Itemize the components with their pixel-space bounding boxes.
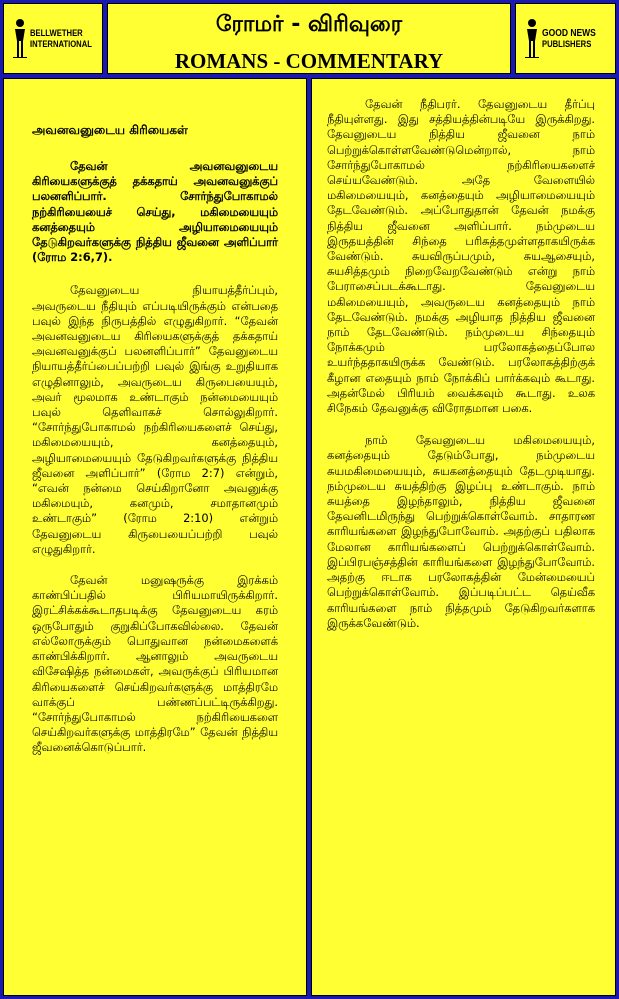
header-title-panel	[107, 3, 511, 74]
right-column	[311, 78, 616, 996]
page-title-tamil: ரோமர் - விரிவுரை	[215, 12, 403, 37]
section-heading: அவனவனுடைய கிரியைகள்	[32, 123, 188, 137]
good-news-logo-line1: GOOD NEWS	[542, 27, 596, 39]
bellwether-logo	[3, 3, 103, 74]
bellwether-figure-icon	[12, 18, 28, 58]
good-news-logo-line2: PUBLISHERS	[542, 38, 592, 49]
key-verse: தேவன் அவனவனுடைய கிரியைகளுக்குத் தக்கதாய் அவனவனுக்குப் பலனளிப்பார். சோர்ந்துபோகாமல் நற்கிரியையைச் செய்து, மகிமையையும் கனத்தையும் அழியாமையையும் தேடுகிறவர்களுக்கு நித்திய ஜீவனை அளிப்பார் (ரோம 2:6,7).	[32, 159, 278, 265]
left-column	[3, 78, 307, 996]
bellwether-logo-line1: BELLWETHER	[30, 27, 83, 38]
bellwether-logo-line2: INTERNATIONAL	[30, 38, 92, 49]
right-paragraph-1: தேவன் நீதிபரர். தேவனுடைய தீர்ப்பு நீதியுள்ளது. இது சத்தியத்தின்படியே இருக்கிறது. தேவனுடைய நித்திய ஜீவனை நாம் பெற்றுக்கொள்ளவேண்டுமென்றால், நாம் சோர்ந்துபோகாமல் நற்கிரியைகளைச் செய்யவேண்டும். அதே வேளையில் மகிமையையும், கனத்தையும் அழியாமையையும் தேடவேண்டும். அப்போதுதான் தேவன் நமக்கு நித்திய ஜீவனை அளிப்பார். நம்முடைய இருதயத்தின் சிந்தை பரிசுத்தமுள்ளதாகயிருக்க வேண்டும். சுயவிருப்பமும், சுயஆசையும், சுயசித்தமும் நிறைவேறவேண்டும் என்று நாம் பேராசைப்படக்கூடாது. தேவனுடைய மகிமையையும், அவருடைய கனத்தையும் நாம் தேடவேண்டும். நமக்கு அழியாத நித்திய ஜீவனை நாம் தேடவேண்டும். நம்முடைய சிந்தையும் நோக்கமும் பரலோகத்தைப்போல உயர்ந்ததாகயிருக்க வேண்டும். பரலோகத்திற்குக் கீழான எதையும் நாம் நோக்கிப் பார்க்கவும் கூடாது. அதன்மேல் பிரியம் வைக்கவும் கூடாது. உலக சிநேகம் தேவனுக்கு விரோதமான பகை.	[327, 97, 595, 416]
good-news-figure-icon	[524, 18, 540, 58]
left-paragraph-2: தேவன் மனுஷருக்கு இரக்கம் காண்பிப்பதில் பிரியமாயிருக்கிறார். இரட்சிக்கக்கூடாதபடிக்கு தேவனுடைய கரம் ஒருபோதும் குறுகிப்போகவில்லை. தேவன் எல்லோருக்கும் பொதுவான நன்மைகளைக் காண்பிக்கிறார். ஆனாலும் அவருடைய விசேஷித்த நன்மைகள், அவருக்குப் பிரியமான கிரியைகளைச் செய்கிறவர்களுக்கு மாத்திரமே வாக்குப் பண்ணப்பட்டிருக்கிறது. “சோர்ந்துபோகாமல் நற்கிரியைகளை செய்கிறவர்களுக்கு மாத்திரமே” தேவன் நித்திய ஜீவனைக்கொடுப்பார்.	[32, 573, 278, 755]
page-title-english: ROMANS - COMMENTARY	[174, 49, 444, 73]
left-paragraph-1: தேவனுடைய நியாயத்தீர்ப்பும், அவருடைய நீதியும் எப்படியிருக்கும் என்பதை பவுல் இந்த நிருபத்தில் எழுதுகிறார். “தேவன் அவனவனுடைய கிரியைகளுக்குத் தக்கதாய் அவனவனுக்குப் பலனளிப்பார்” தேவனுடைய நியாயத்தீர்ப்பைப்பற்றி பவுல் இங்கு உறுதியாக எழுதினாலும், அவருடைய கிருபையையும், அவர் மூலமாக உண்டாகும் நன்மையையும் பவுல் தெளிவாகச் சொல்லுகிறார். “சோர்ந்துபோகாமல் நற்கிரியைகளைச் செய்து, மகிமையையும், கனத்தையும், அழியாமையையும் தேடுகிறவர்களுக்கு நித்திய ஜீவனை அளிப்பார்” (ரோம 2:7) என்றும், “எவன் நன்மை செய்கிறானோ அவனுக்கு மகிமையும், கனமும், சமாதானமும் உண்டாகும்” (ரோம 2:10) என்றும் தேவனுடைய கிருபையைப்பற்றி பவுல் எழுதுகிறார்.	[32, 283, 278, 556]
good-news-logo	[515, 3, 616, 74]
right-paragraph-2: நாம் தேவனுடைய மகிமையையும், கனத்தையும் தேடும்போது, நம்முடைய சுயமகிமையையும், சுயகனத்தையும் தேடமுடியாது. நம்முடைய சுயத்திற்கு இழப்பு உண்டாகும். நாம் சுயத்தை இழந்தாலும், நித்திய ஜீவனை தேவனிடமிருந்து பெற்றுக்கொள்வோம். சாதாரண காரியங்களை இழந்துபோவோம். அதற்குப் பதிலாக மேலான காரியங்களைப் பெற்றுக்கொள்வோம். இப்பிரபஞ்சத்தின் காரியங்களை இழந்துபோவோம். அதற்கு ஈடாக பரலோகத்தின் மேன்மையைப் பெற்றுக்கொள்வோம். இப்படிப்பட்ட தெய்வீக காரியங்களை நாம் நித்தமும் தேடுகிறவர்களாக இருக்கவேண்டும்.	[327, 433, 595, 630]
